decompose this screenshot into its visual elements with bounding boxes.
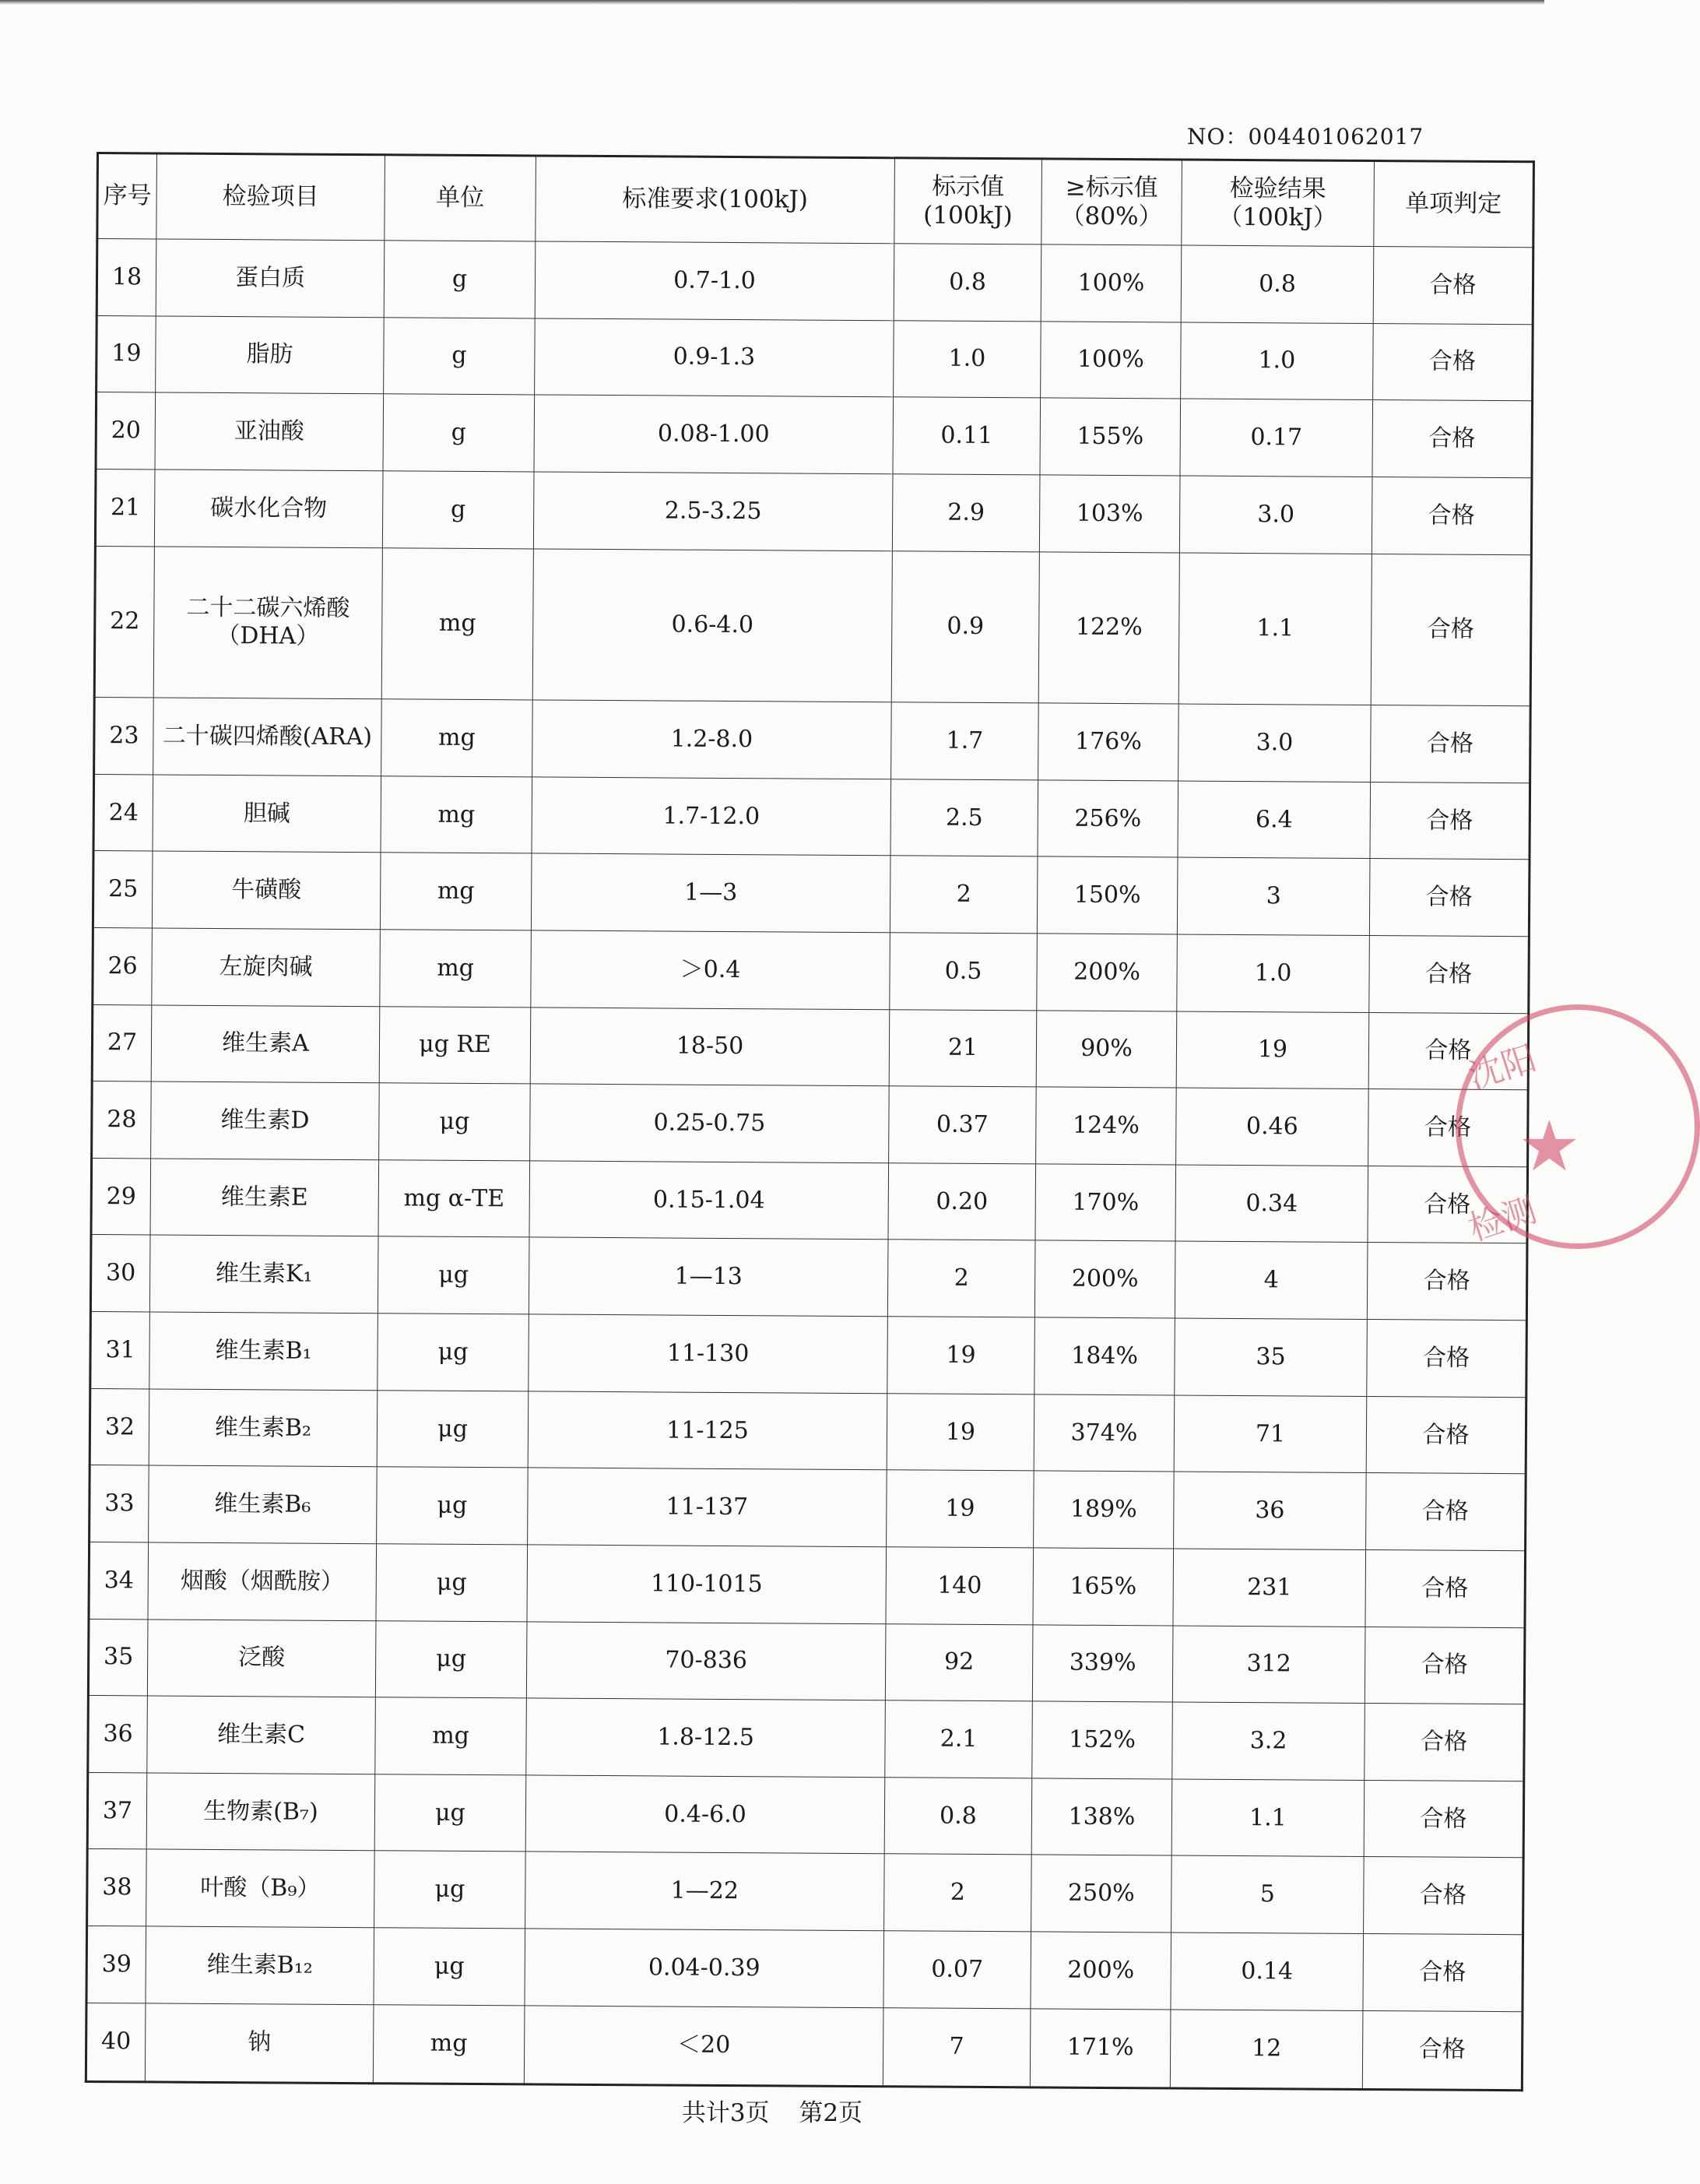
cell-pct: 171% xyxy=(1030,2009,1171,2088)
cell-labeled: 21 xyxy=(889,1009,1037,1087)
cell-standard: 1—22 xyxy=(525,1852,885,1930)
cell-result: 4 xyxy=(1175,1241,1368,1319)
cell-item: 二十碳四烯酸(ARA) xyxy=(153,698,382,775)
cell-labeled: 19 xyxy=(887,1393,1034,1471)
inspection-table xyxy=(85,152,1535,2091)
cell-standard: 1.7-12.0 xyxy=(532,777,891,856)
cell-seq: 29 xyxy=(91,1158,151,1235)
cell-labeled: 7 xyxy=(883,2007,1031,2087)
cell-unit: μg xyxy=(378,1236,529,1314)
cell-item: 牛磺酸 xyxy=(152,851,381,929)
cell-pct: 374% xyxy=(1034,1394,1175,1472)
cell-judgement: 合格 xyxy=(1368,1166,1528,1243)
table-row xyxy=(89,1542,1526,1627)
cell-unit: g xyxy=(384,241,536,318)
cell-judgement: 合格 xyxy=(1364,1857,1524,1935)
cell-result: 3 xyxy=(1177,857,1370,935)
cell-judgement: 合格 xyxy=(1372,400,1533,478)
cell-seq: 37 xyxy=(87,1772,147,1849)
header-pct: ≥标示值（80%） xyxy=(1041,159,1182,245)
cell-pct: 165% xyxy=(1033,1548,1174,1626)
table-row xyxy=(86,1926,1523,2012)
footer-total-pages: 共计3页 xyxy=(681,2099,770,2127)
cell-seq: 18 xyxy=(97,239,156,316)
cell-pct: 150% xyxy=(1037,856,1178,934)
cell-result: 35 xyxy=(1175,1318,1368,1396)
cell-pct: 170% xyxy=(1035,1164,1176,1242)
cell-labeled: 140 xyxy=(886,1547,1034,1625)
header-seq: 序号 xyxy=(97,153,157,239)
cell-judgement: 合格 xyxy=(1365,1704,1525,1781)
cell-pct: 90% xyxy=(1036,1010,1177,1088)
table-row xyxy=(87,1849,1524,1935)
cell-labeled: 2.1 xyxy=(885,1700,1033,1778)
cell-labeled: 0.37 xyxy=(889,1086,1037,1164)
cell-seq: 28 xyxy=(92,1081,152,1159)
table-row xyxy=(90,1235,1527,1321)
cell-item: 维生素A xyxy=(151,1005,380,1083)
cell-pct: 155% xyxy=(1040,398,1181,476)
cell-result: 71 xyxy=(1174,1395,1367,1473)
cell-pct: 200% xyxy=(1031,1932,1171,2010)
cell-result: 0.17 xyxy=(1180,399,1373,477)
cell-pct: 256% xyxy=(1038,780,1178,858)
table-row xyxy=(93,927,1530,1013)
cell-judgement: 合格 xyxy=(1368,1089,1529,1167)
cell-seq: 23 xyxy=(94,698,154,775)
table-row xyxy=(88,1619,1525,1704)
cell-item: 脂肪 xyxy=(156,316,385,394)
table-row xyxy=(95,469,1532,554)
cell-item: 维生素E xyxy=(150,1159,379,1236)
cell-unit: mg xyxy=(380,930,532,1008)
table-row xyxy=(94,698,1531,783)
cell-standard: 0.25-0.75 xyxy=(530,1084,890,1162)
cell-item: 维生素B₆ xyxy=(149,1465,378,1543)
cell-judgement: 合格 xyxy=(1367,1320,1527,1398)
cell-judgement: 合格 xyxy=(1363,1934,1523,2012)
cell-standard: 0.08-1.00 xyxy=(534,395,894,473)
cell-labeled: 0.8 xyxy=(894,244,1041,322)
cell-judgement: 合格 xyxy=(1368,1012,1529,1090)
cell-pct: 176% xyxy=(1038,703,1179,781)
cell-seq: 36 xyxy=(88,1696,148,1773)
cell-unit: μg xyxy=(378,1314,529,1391)
cell-unit: μg xyxy=(379,1083,531,1161)
cell-item: 维生素B₁ xyxy=(149,1312,378,1390)
report-number: NO：004401062017 xyxy=(1187,124,1424,149)
cell-pct: 100% xyxy=(1041,244,1182,322)
cell-unit: mg xyxy=(381,547,533,700)
cell-labeled: 1.7 xyxy=(891,702,1039,780)
cell-item: 维生素D xyxy=(151,1081,380,1159)
header-item: 检验项目 xyxy=(156,153,385,241)
cell-result: 0.46 xyxy=(1176,1088,1369,1166)
cell-pct: 152% xyxy=(1032,1701,1173,1779)
cell-seq: 25 xyxy=(93,851,153,928)
cell-standard: 11-137 xyxy=(528,1468,887,1546)
cell-judgement: 合格 xyxy=(1373,323,1533,401)
cell-standard: ＞0.4 xyxy=(531,930,890,1009)
cell-result: 5 xyxy=(1171,1855,1365,1933)
cell-result: 12 xyxy=(1170,2010,1363,2090)
cell-judgement: 合格 xyxy=(1366,1396,1526,1474)
cell-standard: 70-836 xyxy=(526,1621,886,1700)
cell-result: 3.2 xyxy=(1172,1702,1365,1780)
table-row xyxy=(96,392,1533,478)
cell-item: 维生素C xyxy=(147,1696,376,1774)
cell-labeled: 19 xyxy=(887,1470,1034,1548)
cell-standard: 0.6-4.0 xyxy=(532,548,892,702)
cell-unit: μg xyxy=(377,1467,529,1545)
cell-labeled: 19 xyxy=(887,1317,1035,1394)
header-result: 检验结果（100kJ） xyxy=(1182,160,1375,247)
cell-pct: 200% xyxy=(1034,1240,1175,1318)
cell-item: 叶酸（B₉） xyxy=(146,1849,375,1927)
cell-unit: μg xyxy=(377,1390,529,1468)
cell-labeled: 2.9 xyxy=(892,474,1040,552)
table-row xyxy=(88,1696,1525,1781)
cell-standard: 1—13 xyxy=(529,1237,888,1316)
cell-judgement: 合格 xyxy=(1371,705,1531,783)
cell-standard: 1.2-8.0 xyxy=(532,700,892,779)
cell-seq: 33 xyxy=(90,1465,149,1542)
stamp-text-bottom: 检测 xyxy=(1463,1190,1542,1250)
header-unit: 单位 xyxy=(385,155,536,241)
cell-result: 3.0 xyxy=(1178,704,1372,782)
cell-unit: mg xyxy=(381,775,532,853)
footer-current-page: 第2页 xyxy=(799,2099,863,2127)
cell-unit: μg xyxy=(374,1928,525,2006)
cell-seq: 20 xyxy=(96,392,156,470)
cell-labeled: 2 xyxy=(884,1854,1032,1932)
cell-labeled: 92 xyxy=(885,1623,1033,1701)
table-row xyxy=(90,1388,1526,1474)
cell-seq: 40 xyxy=(86,2003,146,2082)
cell-pct: 200% xyxy=(1037,934,1178,1011)
cell-standard: 1.8-12.5 xyxy=(526,1698,886,1777)
cell-pct: 250% xyxy=(1031,1855,1172,1933)
cell-standard: 11-130 xyxy=(529,1314,888,1393)
cell-item: 生物素(B₇) xyxy=(146,1773,375,1851)
cell-labeled: 1.0 xyxy=(894,320,1041,398)
cell-item: 烟酸（烟酰胺） xyxy=(148,1542,377,1620)
cell-unit: g xyxy=(384,317,536,395)
cell-unit: μg xyxy=(374,1774,526,1852)
cell-standard: 0.9-1.3 xyxy=(535,318,894,397)
stamp-text-top: 沈阳 xyxy=(1463,1038,1542,1098)
table-row xyxy=(87,1772,1524,1858)
cell-result: 6.4 xyxy=(1178,781,1371,859)
cell-judgement: 合格 xyxy=(1372,477,1532,554)
cell-result: 3.0 xyxy=(1179,476,1372,554)
cell-item: 泛酸 xyxy=(147,1620,376,1697)
cell-item: 钠 xyxy=(145,2003,374,2084)
cell-standard: 0.4-6.0 xyxy=(525,1775,885,1854)
cell-judgement: 合格 xyxy=(1362,2010,1523,2091)
cell-judgement: 合格 xyxy=(1364,1780,1524,1858)
cell-seq: 31 xyxy=(90,1312,150,1389)
cell-seq: 24 xyxy=(93,774,153,851)
cell-pct: 124% xyxy=(1036,1087,1177,1165)
cell-standard: 0.7-1.0 xyxy=(535,241,894,320)
table-row xyxy=(91,1158,1528,1243)
cell-result: 0.8 xyxy=(1181,245,1374,323)
cell-item: 维生素K₁ xyxy=(149,1235,378,1313)
cell-result: 1.1 xyxy=(1178,553,1372,705)
table-row xyxy=(86,2003,1523,2091)
cell-result: 19 xyxy=(1176,1011,1369,1089)
cell-seq: 35 xyxy=(88,1619,148,1696)
cell-seq: 39 xyxy=(86,1926,146,2003)
cell-result: 1.0 xyxy=(1177,934,1370,1012)
header-standard: 标准要求(100kJ) xyxy=(536,156,895,244)
cell-result: 0.34 xyxy=(1175,1165,1368,1243)
cell-standard: 0.15-1.04 xyxy=(529,1161,889,1240)
cell-result: 0.14 xyxy=(1171,1933,1364,2010)
cell-result: 1.1 xyxy=(1171,1779,1365,1857)
cell-judgement: 合格 xyxy=(1369,935,1530,1013)
table-row xyxy=(97,315,1533,401)
cell-seq: 34 xyxy=(89,1542,149,1619)
header-judgement: 单项判定 xyxy=(1374,161,1534,248)
cell-result: 231 xyxy=(1173,1549,1366,1627)
scan-edge xyxy=(0,0,1544,5)
cell-unit: mg xyxy=(375,1697,527,1775)
cell-standard: 11-125 xyxy=(528,1391,887,1470)
cell-labeled: 0.20 xyxy=(888,1163,1036,1241)
table-header-row xyxy=(97,153,1534,248)
cell-judgement: 合格 xyxy=(1373,247,1533,325)
cell-result: 1.0 xyxy=(1181,322,1374,400)
cell-seq: 30 xyxy=(90,1235,150,1312)
cell-pct: 100% xyxy=(1041,322,1182,399)
cell-pct: 103% xyxy=(1039,475,1180,553)
cell-result: 312 xyxy=(1172,1626,1365,1704)
cell-labeled: 0.07 xyxy=(883,1931,1031,2009)
cell-seq: 21 xyxy=(95,469,155,546)
cell-seq: 19 xyxy=(97,315,156,392)
cell-unit: mg α-TE xyxy=(378,1160,530,1238)
cell-unit: g xyxy=(383,394,535,472)
cell-labeled: 2.5 xyxy=(890,779,1038,856)
cell-standard: 110-1015 xyxy=(527,1545,887,1623)
header-labeled: 标示值(100kJ) xyxy=(894,158,1042,244)
cell-labeled: 2 xyxy=(887,1240,1035,1317)
cell-labeled: 2 xyxy=(890,856,1038,934)
table-row xyxy=(93,774,1530,860)
cell-pct: 138% xyxy=(1031,1778,1172,1856)
cell-unit: mg xyxy=(381,699,533,777)
cell-unit: μg xyxy=(375,1620,527,1698)
table-row xyxy=(93,851,1530,937)
cell-judgement: 合格 xyxy=(1371,554,1531,706)
cell-labeled: 0.8 xyxy=(884,1778,1032,1855)
table-row xyxy=(92,1004,1529,1090)
table-row xyxy=(92,1081,1529,1167)
cell-standard: ＜20 xyxy=(524,2006,883,2087)
page-footer xyxy=(0,2093,1544,2128)
cell-unit: μg xyxy=(376,1544,528,1622)
cell-judgement: 合格 xyxy=(1369,859,1530,937)
cell-unit: μg RE xyxy=(379,1006,531,1084)
cell-judgement: 合格 xyxy=(1366,1473,1526,1551)
cell-judgement: 合格 xyxy=(1367,1243,1527,1321)
cell-unit: mg xyxy=(380,853,532,930)
cell-item: 左旋肉碱 xyxy=(152,928,381,1006)
cell-item: 胆碱 xyxy=(153,775,381,853)
cell-standard: 1—3 xyxy=(531,853,890,932)
cell-pct: 184% xyxy=(1034,1317,1175,1395)
cell-item: 维生素B₁₂ xyxy=(146,1926,374,2004)
cell-unit: g xyxy=(382,471,534,549)
cell-standard: 2.5-3.25 xyxy=(533,472,893,550)
cell-item: 蛋白质 xyxy=(156,239,385,317)
stamp-star-icon: ★ xyxy=(1518,1106,1581,1187)
cell-labeled: 0.5 xyxy=(890,933,1038,1011)
cell-unit: μg xyxy=(374,1851,526,1929)
cell-pct: 189% xyxy=(1034,1471,1175,1549)
cell-judgement: 合格 xyxy=(1370,782,1530,860)
cell-standard: 0.04-0.39 xyxy=(525,1929,884,2007)
cell-result: 36 xyxy=(1174,1472,1367,1549)
cell-item: 二十二碳六烯酸（DHA） xyxy=(153,546,382,698)
cell-seq: 22 xyxy=(94,546,154,698)
cell-seq: 38 xyxy=(87,1849,147,1926)
cell-seq: 32 xyxy=(90,1388,149,1465)
cell-labeled: 0.9 xyxy=(891,550,1039,703)
cell-item: 碳水化合物 xyxy=(154,470,383,547)
table-row xyxy=(97,239,1533,325)
cell-unit: mg xyxy=(373,2004,525,2084)
cell-standard: 18-50 xyxy=(530,1008,890,1086)
cell-pct: 122% xyxy=(1038,551,1179,704)
cell-seq: 26 xyxy=(93,927,153,1004)
cell-judgement: 合格 xyxy=(1365,1549,1526,1627)
cell-seq: 27 xyxy=(92,1004,152,1081)
cell-pct: 339% xyxy=(1032,1624,1173,1702)
table-row xyxy=(90,1465,1526,1551)
cell-labeled: 0.11 xyxy=(893,397,1041,475)
cell-judgement: 合格 xyxy=(1365,1627,1525,1704)
table-row xyxy=(90,1312,1527,1398)
cell-item: 亚油酸 xyxy=(155,392,384,470)
cell-item: 维生素B₂ xyxy=(149,1389,378,1467)
table-row xyxy=(94,546,1531,706)
